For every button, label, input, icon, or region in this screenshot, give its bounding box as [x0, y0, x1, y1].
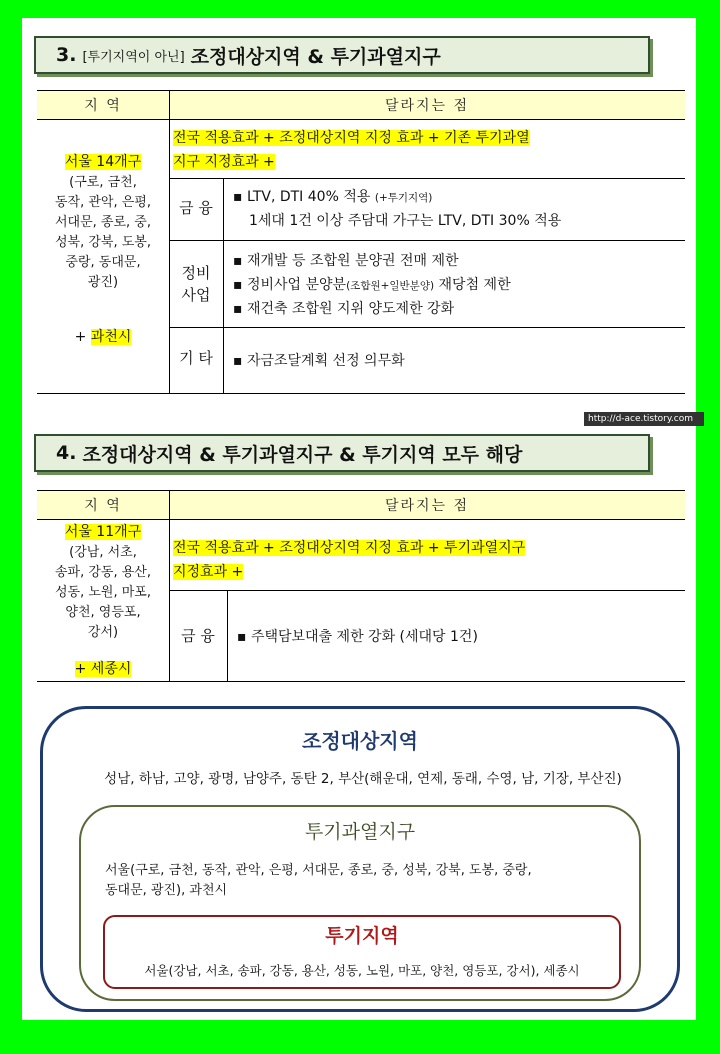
section4-region-line: 송파, 강동, 용산, — [54, 565, 151, 580]
item-note: (+투기지역) — [374, 192, 433, 204]
bullet-icon: ▪ — [233, 277, 243, 293]
section4-number: 4. — [56, 442, 77, 464]
section4-region-extra: + 세종시 — [74, 661, 132, 677]
item-text: 재개발 등 조합원 분양권 전매 제한 — [246, 253, 459, 269]
section3-row-label-line: 사업 — [181, 286, 211, 304]
item-text: 재건축 조합원 지위 양도제한 강화 — [246, 301, 455, 317]
item-text: 재당첨 제한 — [434, 277, 511, 293]
section4-region-line: 강서) — [87, 625, 119, 640]
outer-region-box — [40, 706, 680, 1012]
section4-summary — [173, 536, 683, 584]
item-note: (조합원+일반분양) — [346, 280, 435, 292]
section4-header — [34, 434, 650, 472]
inner-region-body: 서울(강남, 서초, 송파, 강동, 용산, 성동, 노원, 마포, 양천, 영등포, 강서), 세종시 — [144, 963, 580, 978]
section4-region-line: 성동, 노원, 마포, — [54, 585, 151, 600]
middle-region-body — [105, 861, 625, 901]
section3-summary-line2: 지구 지정효과 + — [173, 154, 275, 170]
section3-maint-item — [233, 298, 454, 318]
section4-region-head: 서울 11개구 — [64, 524, 142, 540]
inner-region-title: 투기지역 — [325, 925, 399, 947]
section3-region-line: 성북, 강북, 도봉, — [54, 235, 151, 250]
middle-region-line: 동대문, 광진), 과천시 — [105, 883, 228, 898]
section4-title: 조정대상지역 & 투기과열지구 & 투기지역 모두 해당 — [82, 443, 523, 466]
section3-row-label-finance: 금 융 — [179, 199, 213, 217]
section4-region-line: 양천, 영등포, — [65, 605, 141, 620]
inner-region-box — [103, 915, 621, 989]
section4-summary-line1: 전국 적용효과 + 조정대상지역 지정 효과 + 투기과열지구 — [173, 540, 526, 556]
section3-col-diff: 달라지는 점 — [169, 90, 685, 120]
section4-summary-line2: 지정효과 + — [173, 564, 244, 580]
bullet-icon: ▪ — [233, 189, 243, 205]
section3-prefix: [투기지역이 아닌] — [82, 49, 185, 65]
item-text: 정비사업 분양분 — [246, 277, 347, 293]
section3-row-label-line: 정비 — [181, 264, 211, 282]
section3-maint-item — [233, 250, 459, 270]
bullet-icon: ▪ — [233, 253, 243, 269]
section3-col-region: 지 역 — [37, 90, 169, 120]
section3-region-plus: + — [74, 329, 87, 345]
section3-row-label-maintenance — [169, 262, 223, 306]
bullet-icon: ▪ — [233, 301, 243, 317]
item-text: LTV, DTI 40% 적용 — [246, 189, 371, 205]
section3-header — [34, 36, 650, 74]
section3-region-line: 동작, 관악, 은평, — [54, 195, 151, 210]
section4-table — [37, 490, 685, 682]
section3-finance-item — [233, 186, 432, 206]
section3-summary — [173, 126, 683, 174]
bullet-icon: ▪ — [237, 629, 247, 645]
middle-region-box — [79, 805, 641, 1001]
bullet-icon: ▪ — [233, 353, 243, 369]
item-text: 자금조달계획 선정 의무화 — [246, 353, 405, 369]
middle-region-title: 투기과열지구 — [304, 821, 416, 843]
section4-region-line: (강남, 서초, — [69, 545, 137, 560]
section3-region — [37, 152, 169, 348]
section3-region-line: 중랑, 동대문, — [65, 255, 141, 270]
section3-region-head: 서울 14개구 — [64, 154, 142, 170]
section3-region-line: (구로, 금천, — [69, 175, 137, 190]
section3-finance-item — [249, 210, 561, 230]
section3-etc-item — [233, 350, 405, 370]
watermark-url: http://d-ace.tistory.com — [584, 412, 704, 426]
middle-region-line: 서울(구로, 금천, 동작, 관악, 은평, 서대문, 종로, 중, 성북, 강북, 도봉, 중랑, — [105, 863, 532, 878]
section4-col-diff: 달라지는 점 — [169, 490, 685, 520]
section4-region — [37, 522, 169, 680]
section3-table — [37, 90, 685, 394]
item-text: 1세대 1건 이상 주담대 가구는 LTV, DTI 30% 적용 — [249, 213, 562, 229]
outer-region-body: 성남, 하남, 고양, 광명, 남양주, 동탄 2, 부산(해운대, 연제, 동래, 수영, 남, 기장, 부산진) — [104, 771, 622, 787]
section4-row-label-finance: 금 융 — [181, 627, 215, 645]
section3-region-extra: 과천시 — [90, 329, 132, 345]
section4-finance-item — [237, 626, 478, 646]
section3-maint-item — [233, 274, 511, 294]
section3-row-label-etc: 기 타 — [179, 349, 213, 367]
section4-col-region: 지 역 — [37, 490, 169, 520]
section3-region-line: 광진) — [87, 275, 119, 290]
document-page — [22, 18, 696, 1020]
section3-title: 조정대상지역 & 투기과열지구 — [190, 45, 441, 68]
section3-region-line: 서대문, 종로, 중, — [54, 215, 151, 230]
section3-number: 3. — [56, 44, 77, 66]
outer-region-title: 조정대상지역 — [302, 729, 418, 753]
item-text: 주택담보대출 제한 강화 (세대당 1건) — [250, 629, 478, 645]
section3-summary-line1: 전국 적용효과 + 조정대상지역 지정 효과 + 기존 투기과열 — [173, 130, 530, 146]
